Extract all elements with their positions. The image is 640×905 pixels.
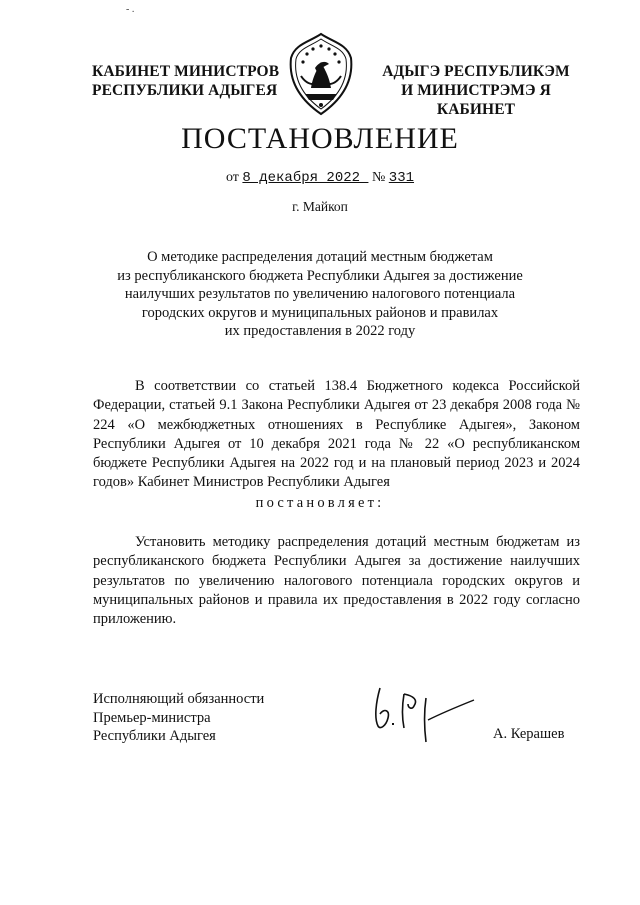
date-value: 8 декабря 2022 xyxy=(242,170,369,186)
header-right xyxy=(372,62,580,119)
number-value: 331 xyxy=(388,170,415,186)
preamble-paragraph xyxy=(93,377,580,493)
operative-text: Установить методику распределения дотаций местным бюджетам из республиканского бюджета Республики Адыгея за достижение наилучших результатов по увеличению налогового потенциала городских округов и муниципальных районов и правила их предоставления в 2022 году согласно приложению. xyxy=(93,534,580,628)
header-left xyxy=(92,62,279,100)
resolves-word: постановляет: xyxy=(255,495,385,511)
header-right-line1: АДЫГЭ РЕСПУБЛИКЭМ xyxy=(382,63,570,80)
document-title: ПОСТАНОВЛЕНИЕ xyxy=(181,122,459,155)
city: г. Майкоп xyxy=(292,199,348,214)
subject-line: наилучших результатов по увеличению налогового потенциала xyxy=(124,286,516,302)
position-line: Республики Адыгея xyxy=(93,728,216,744)
handwritten-signature xyxy=(370,678,482,750)
subject-line: О методике распределения дотаций местным бюджетам xyxy=(147,249,493,265)
header-left-line2: РЕСПУБЛИКИ АДЫГЕЯ xyxy=(92,82,278,99)
preamble-text: В соответствии со статьей 138.4 Бюджетного кодекса Российской Федерации, статьей 9.1 Закона Республики Адыгея от 23 декабря 2008 года № 224 «О межбюджетных отношениях в Республике Адыгея», Законом Республики Адыгея от 10 декабря 2021 года № 22 «О республиканском бюджете Республики Адыгея на 2022 год и на плановый период 2023 и 2024 годов» Кабинет Министров Республики Адыгея xyxy=(93,378,580,491)
subject-line: городских округов и муниципальных районов и правилах xyxy=(141,304,499,321)
header-right-line2: И МИНИСТРЭМЭ Я КАБИНЕТ xyxy=(401,82,551,118)
corner-mark: - . xyxy=(126,4,135,15)
signatory-position xyxy=(93,690,264,746)
operative-paragraph xyxy=(93,533,580,629)
position-line: Премьер-министра xyxy=(93,709,211,726)
subject-line: их предоставления в 2022 году xyxy=(224,323,416,339)
number-prefix: № xyxy=(371,170,386,185)
signatory-name: А. Керашев xyxy=(493,726,565,742)
position-line: Исполняющий обязанности xyxy=(93,691,265,707)
coat-of-arms-icon xyxy=(287,32,355,116)
date-number-line xyxy=(0,170,640,186)
subject xyxy=(60,248,580,341)
date-prefix: от xyxy=(225,170,239,185)
header-left-line1: КАБИНЕТ МИНИСТРОВ xyxy=(92,63,280,80)
subject-line: из республиканского бюджета Республики Адыгея за достижение xyxy=(117,267,523,284)
